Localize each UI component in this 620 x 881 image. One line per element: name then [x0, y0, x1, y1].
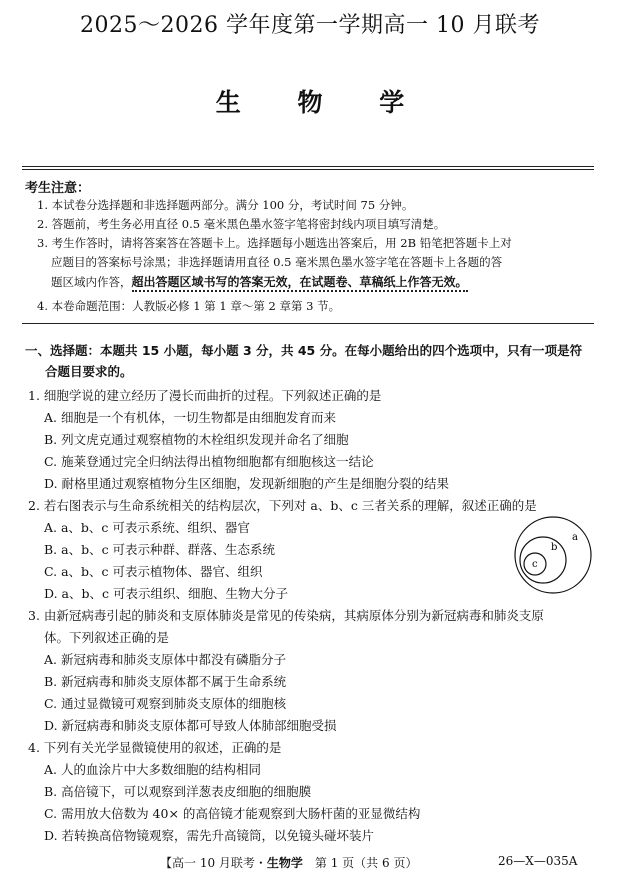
question-1-option-b: B. 列文虎克通过观察植物的木栓组织发现并命名了细胞 — [44, 432, 349, 447]
label-c: c — [532, 559, 538, 570]
notice-heading: 考生注意： — [25, 181, 91, 196]
divider-top-2 — [22, 169, 594, 170]
notice-item-1: 1. 本试卷分选择题和非选择题两部分。满分 100 分，考试时间 75 分钟。 — [37, 198, 414, 212]
exam-title: 2025～2026 学年度第一学期高一 10 月联考 — [80, 13, 540, 38]
question-1-option-a: A. 细胞是一个有机体，一切生物都是由细胞发育而来 — [44, 410, 336, 425]
question-4-option-c: C. 需用放大倍数为 40× 的高倍镜才能观察到大肠杆菌的亚显微结构 — [44, 806, 421, 821]
notice-item-4: 4. 本卷命题范围：人教版必修 1 第 1 章～第 2 章第 3 节。 — [37, 299, 341, 313]
notice-item-3-line-3 — [51, 273, 468, 290]
nested-circles-figure — [512, 514, 594, 596]
label-a: a — [572, 532, 578, 543]
footer-page: 第 1 页（共 6 页） — [314, 856, 418, 870]
divider-top-1 — [22, 166, 594, 167]
question-3-option-c: C. 通过显微镜可观察到肺炎支原体的细胞核 — [44, 696, 287, 711]
section-heading-line-2: 合题目要求的。 — [45, 364, 133, 379]
question-4-option-d: D. 若转换高倍物镜观察，需先升高镜筒，以免镜头碰坏装片 — [44, 828, 375, 843]
notice-item-3-emphasis: 超出答题区域书写的答案无效，在试题卷、草稿纸上作答无效。 — [132, 275, 468, 292]
footer-exam-info — [160, 854, 417, 871]
notice-item-3-line-2: 应题目的答案标号涂黑；非选择题请用直径 0.5 毫米黑色墨水签字笔在答题卡上各题的答 — [51, 255, 503, 269]
question-2-option-d: D. a、b、c 可表示组织、细胞、生物大分子 — [44, 586, 288, 601]
circle-a — [515, 517, 591, 593]
question-3-stem-line-2: 体。下列叙述正确的是 — [44, 630, 170, 645]
question-2-option-b: B. a、b、c 可表示种群、群落、生态系统 — [44, 542, 276, 557]
notice-item-3-plain: 题区域内作答， — [51, 275, 132, 289]
notice-item-3: 3. 考生作答时，请将答案答在答题卡上。选择题每小题选出答案后，用 2B 铅笔把答题卡上对 — [37, 236, 512, 250]
footer-code: 26—X—035A — [498, 854, 578, 868]
question-2-option-c: C. a、b、c 可表示植物体、器官、组织 — [44, 564, 263, 579]
question-1-option-d: D. 耐格里通过观察植物分生区细胞，发现新细胞的产生是细胞分裂的结果 — [44, 476, 450, 491]
question-4-stem: 4. 下列有关光学显微镜使用的叙述，正确的是 — [28, 740, 282, 755]
question-3-stem-line-1: 3. 由新冠病毒引起的肺炎和支原体肺炎是常见的传染病，其病原体分别为新冠病毒和肺炎支原 — [28, 608, 544, 623]
footer-subject: 生物学 — [266, 856, 303, 870]
footer-left: 【高一 10 月联考・ — [160, 856, 267, 870]
question-4-option-a: A. 人的血涂片中大多数细胞的结构相同 — [44, 762, 261, 777]
label-b: b — [551, 542, 558, 553]
divider-bottom — [22, 323, 594, 324]
question-4-option-b: B. 高倍镜下，可以观察到洋葱表皮细胞的细胞膜 — [44, 784, 312, 799]
question-1-stem: 1. 细胞学说的建立经历了漫长而曲折的过程。下列叙述正确的是 — [28, 388, 382, 403]
question-2-option-a: A. a、b、c 可表示系统、组织、器官 — [44, 520, 250, 535]
circle-b — [520, 537, 566, 583]
subject-title: 生 物 学 — [215, 88, 429, 117]
question-3-option-d: D. 新冠病毒和肺炎支原体都可导致人体肺部细胞受损 — [44, 718, 337, 733]
notice-item-2: 2. 答题前，考生务必用直径 0.5 毫米黑色墨水签字笔将密封线内项目填写清楚。 — [37, 217, 446, 231]
question-1-option-c: C. 施莱登通过完全归纳法得出植物细胞都有细胞核这一结论 — [44, 454, 374, 469]
question-2-stem: 2. 若右图表示与生命系统相关的结构层次，下列对 a、b、c 三者关系的理解，叙述正确的是 — [28, 498, 537, 513]
question-3-option-a: A. 新冠病毒和肺炎支原体中都没有磷脂分子 — [44, 652, 286, 667]
section-heading-line-1: 一、选择题：本题共 15 小题，每小题 3 分，共 45 分。在每小题给出的四个选项中，只有一项是符 — [25, 343, 583, 358]
question-3-option-b: B. 新冠病毒和肺炎支原体都不属于生命系统 — [44, 674, 287, 689]
